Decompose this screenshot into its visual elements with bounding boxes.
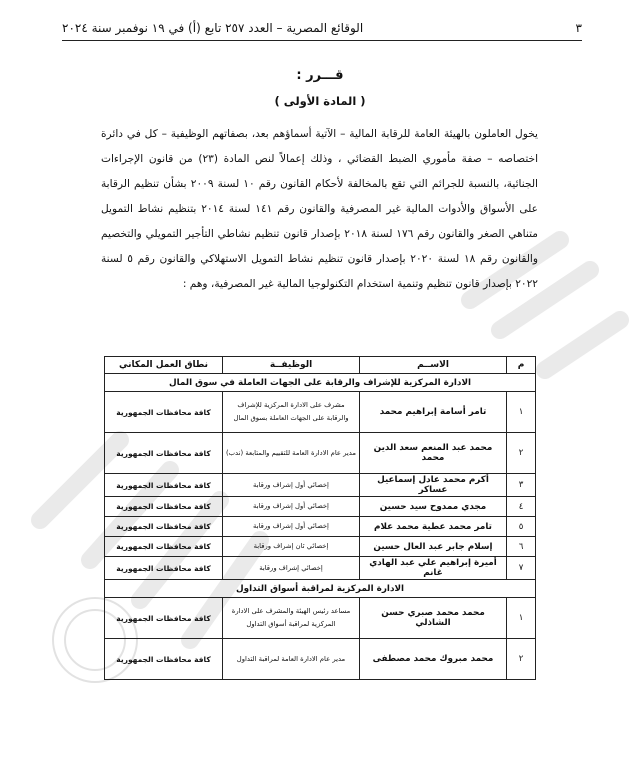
cell-num: ٥ (507, 517, 536, 537)
header-area: نطاق العمل المكاني (105, 357, 223, 374)
cell-area: كافة محافظات الجمهورية (105, 497, 223, 517)
body-paragraph: يخول العاملون بالهيئة العامة للرقابة المالية – الآتية أسماؤهم بعد، بصفاتهم الوظيفية – كل في دائرة اختصاصه – صفة مأموري الضبط القضائي ، وذلك إعمالاً لنص المادة (٢٣) من قانون الإجراءات الجنائية، بالنسبة للجرائم التي تقع بالمخالفة لأحكام القانون رقم ١٠ لسنة ٢٠٠٩ بشأن تنظيم الرقابة على الأسواق والأدوات المالية غير المصرفية والقانون رقم ١٤١ لسنة ٢٠١٤ بتنظيم نشاط التمويل متناهي الصغر والقانون رقم ١٧٦ لسنة ٢٠١٨ بإصدار قانون تنظيم نشاطي التأجير التمويلي والتخصيم والقانون رقم ١٨ لسنة ٢٠٢٠ بإصدار قانون تنظيم نشاط التمويل الاستهلاكي والقانون رقم ٥ لسنة ٢٠٢٢ بإصدار قانون تنظيم وتنمية استخدام التكنولوجيا المالية غير المصرفية، وهم : (101, 128, 539, 290)
cell-num: ٧ (507, 557, 536, 580)
cell-area: كافة محافظات الجمهورية (105, 392, 223, 433)
cell-area: كافة محافظات الجمهورية (105, 474, 223, 497)
cell-area: كافة محافظات الجمهورية (105, 598, 223, 639)
header-job: الوظيفــة (223, 357, 360, 374)
table-row (105, 433, 536, 474)
table-row (105, 392, 536, 433)
cell-job: مساعد رئيس الهيئة والمشرف على الادارة المركزية لمراقبة أسواق التداول (223, 598, 360, 639)
table-row (105, 537, 536, 557)
staff-table (104, 356, 536, 680)
cell-num: ٢ (507, 639, 536, 680)
cell-num: ١ (507, 392, 536, 433)
table-header-row (105, 357, 536, 374)
section-row (105, 374, 536, 392)
cell-area: كافة محافظات الجمهورية (105, 537, 223, 557)
cell-job: مدير عام الادارة العامة لمراقبة التداول (223, 639, 360, 680)
section-title: الادارة المركزية لمراقبة أسواق التداول (105, 580, 536, 598)
cell-num: ١ (507, 598, 536, 639)
cell-name: تامر أسامة إبراهيم محمد (360, 392, 507, 433)
cell-job: إخصائي ثان إشراف ورقابة (223, 537, 360, 557)
cell-area: كافة محافظات الجمهورية (105, 557, 223, 580)
cell-name: تامر محمد عطية محمد علام (360, 517, 507, 537)
decision-title: قـــرر : (296, 68, 344, 83)
cell-name: أميرة إبراهيم علي عبد الهادي غانم (360, 557, 507, 580)
cell-name: محمد عبد المنعم سعد الدين محمد (360, 433, 507, 474)
page-number: ٣ (575, 21, 582, 35)
table-row (105, 474, 536, 497)
table-row (105, 557, 536, 580)
header-num: م (507, 357, 536, 374)
table-row (105, 497, 536, 517)
cell-num: ٦ (507, 537, 536, 557)
cell-job: إخصائي أول إشراف ورقابة (223, 517, 360, 537)
table-row (105, 517, 536, 537)
page-header (62, 18, 582, 38)
cell-job: إخصائي أول إشراف ورقابة (223, 474, 360, 497)
cell-num: ٢ (507, 433, 536, 474)
cell-job: إخصائي إشراف ورقابة (223, 557, 360, 580)
cell-name: إسلام جابر عبد العال حسين (360, 537, 507, 557)
cell-num: ٤ (507, 497, 536, 517)
cell-name: أكرم محمد عادل إسماعيل عساكر (360, 474, 507, 497)
table-row (105, 639, 536, 680)
cell-area: كافة محافظات الجمهورية (105, 517, 223, 537)
cell-num: ٣ (507, 474, 536, 497)
cell-job: مدير عام الادارة العامة للتقييم والمتابعة (ندب) (223, 433, 360, 474)
cell-name: محمد مبروك محمد مصطفى (360, 639, 507, 680)
cell-area: كافة محافظات الجمهورية (105, 433, 223, 474)
header-divider (62, 40, 582, 41)
section-row (105, 580, 536, 598)
header-name: الاســم (360, 357, 507, 374)
cell-name: محمد محمد صبري حسن الشاذلي (360, 598, 507, 639)
cell-job: إخصائي أول إشراف ورقابة (223, 497, 360, 517)
article-title: ( المادة الأولى ) (274, 94, 366, 108)
cell-job: مشرف على الادارة المركزية للإشراف والرقابة على الجهات العاملة بسوق المال (223, 392, 360, 433)
cell-name: مجدي ممدوح سيد حسين (360, 497, 507, 517)
section-title: الادارة المركزية للإشراف والرقابة على الجهات العاملة في سوق المال (105, 374, 536, 392)
table-row (105, 598, 536, 639)
cell-area: كافة محافظات الجمهورية (105, 639, 223, 680)
header-title: الوقائع المصرية – العدد ٢٥٧ تابع (أ) في ١٩ نوفمبر سنة ٢٠٢٤ (62, 21, 364, 35)
